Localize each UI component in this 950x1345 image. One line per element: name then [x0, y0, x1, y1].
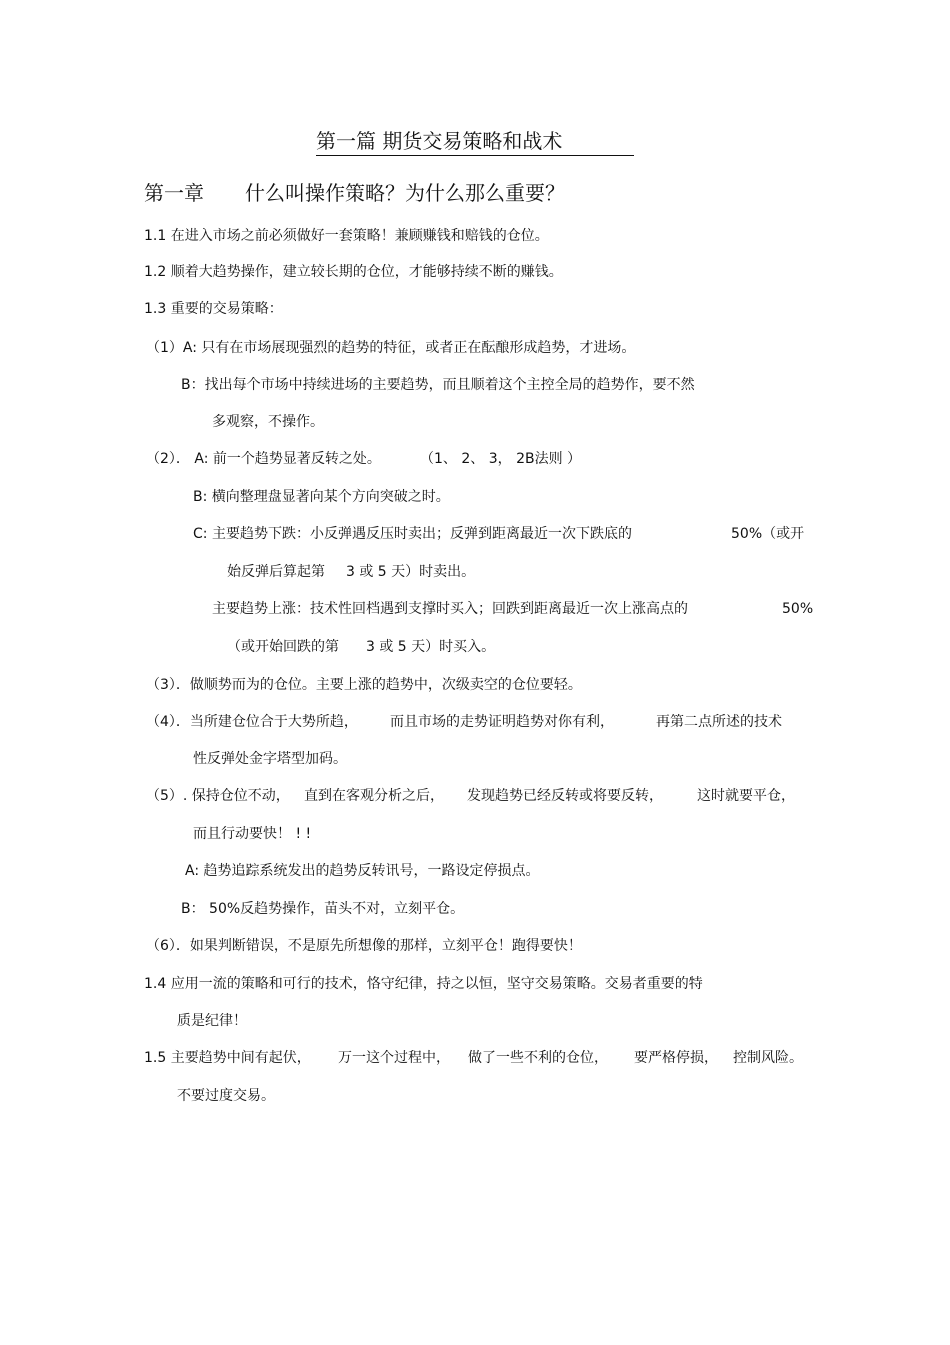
item-5-part1: （5）. 保持仓位不动，: [146, 788, 290, 804]
item-2c-line1: C: 主要趋势下跌：小反弹遇反压时卖出；反弹到距离最近一次下跌底的: [193, 526, 632, 542]
item-2c-line2a: 始反弹后算起第: [227, 564, 325, 580]
part-title: 第一篇 期货交易策略和战术: [316, 128, 634, 156]
section-1-1: 1.1 在进入市场之前必须做好一套策略！兼顾赚钱和赔钱的仓位。: [144, 228, 549, 244]
item-5b: B： 50%反趋势操作，苗头不对，立刻平仓。: [181, 901, 465, 917]
item-2d-line2a: （或开始回跌的第: [227, 639, 339, 655]
item-1a: （1）A: 只有在市场展现强烈的趋势的特征，或者正在酝酿形成趋势，才进场。: [146, 340, 636, 356]
item-3: （3）．做顺势而为的仓位。主要上涨的趋势中，次级卖空的仓位要轻。: [146, 677, 582, 693]
section-1-5-part3: 做了一些不利的仓位，: [468, 1050, 608, 1066]
item-2b: B: 横向整理盘显著向某个方向突破之时。: [193, 489, 450, 505]
section-1-5-part2: 万一这个过程中，: [338, 1050, 450, 1066]
item-4-part1: （4）．当所建仓位合于大势所趋，: [146, 714, 358, 730]
item-2c-line2b: 3 或 5 天）时卖出。: [346, 564, 476, 580]
section-1-3: 1.3 重要的交易策略：: [144, 301, 283, 317]
item-5-part4: 这时就要平仓，: [697, 788, 795, 804]
item-1b-line1: B：找出每个市场中持续进场的主要趋势，而且顺着这个主控全局的趋势作，要不然: [181, 377, 695, 393]
section-1-5-part1: 1.5 主要趋势中间有起伏，: [144, 1050, 311, 1066]
item-4-part3: 再第二点所述的技术: [656, 714, 782, 730]
section-1-5-part5: 控制风险。: [733, 1050, 803, 1066]
item-2d-line2b: 3 或 5 天）时买入。: [366, 639, 496, 655]
item-5a: A: 趋势追踪系统发出的趋势反转讯号，一路设定停损点。: [185, 863, 540, 879]
section-1-5-line2: 不要过度交易。: [177, 1088, 275, 1104]
section-1-4-line1: 1.4 应用一流的策略和可行的技术，恪守纪律，持之以恒，坚守交易策略。交易者重要的特: [144, 976, 703, 992]
item-5-part2: 直到在客观分析之后，: [304, 788, 444, 804]
item-2a-rule: （1、 2、 3， 2B法则 ）: [420, 451, 582, 467]
item-2d-percent: 50%: [782, 601, 814, 617]
section-1-5-part4: 要严格停损，: [634, 1050, 718, 1066]
item-4-part2: 而且市场的走势证明趋势对你有利，: [390, 714, 614, 730]
item-5-line2: 而且行动要快！ ! !: [193, 826, 312, 842]
chapter-title: 什么叫操作策略？为什么那么重要？: [245, 181, 565, 205]
item-2c-percent: 50%（或开: [731, 526, 805, 542]
section-1-4-line2: 质是纪律！: [177, 1013, 247, 1029]
item-2a: （2）． A: 前一个趋势显著反转之处。: [146, 451, 381, 467]
item-5-part3: 发现趋势已经反转或将要反转，: [467, 788, 663, 804]
section-1-2: 1.2 顺着大趋势操作，建立较长期的仓位，才能够持续不断的赚钱。: [144, 264, 563, 280]
item-6: （6）．如果判断错误，不是原先所想像的那样，立刻平仓！跑得要快！: [146, 938, 582, 954]
item-1b-line2: 多观察，不操作。: [212, 414, 324, 430]
item-2d-line1: 主要趋势上涨：技术性回档遇到支撑时买入；回跌到距离最近一次上涨高点的: [212, 601, 688, 617]
item-4-line2: 性反弹处金字塔型加码。: [193, 751, 347, 767]
chapter-label: 第一章: [144, 181, 204, 205]
